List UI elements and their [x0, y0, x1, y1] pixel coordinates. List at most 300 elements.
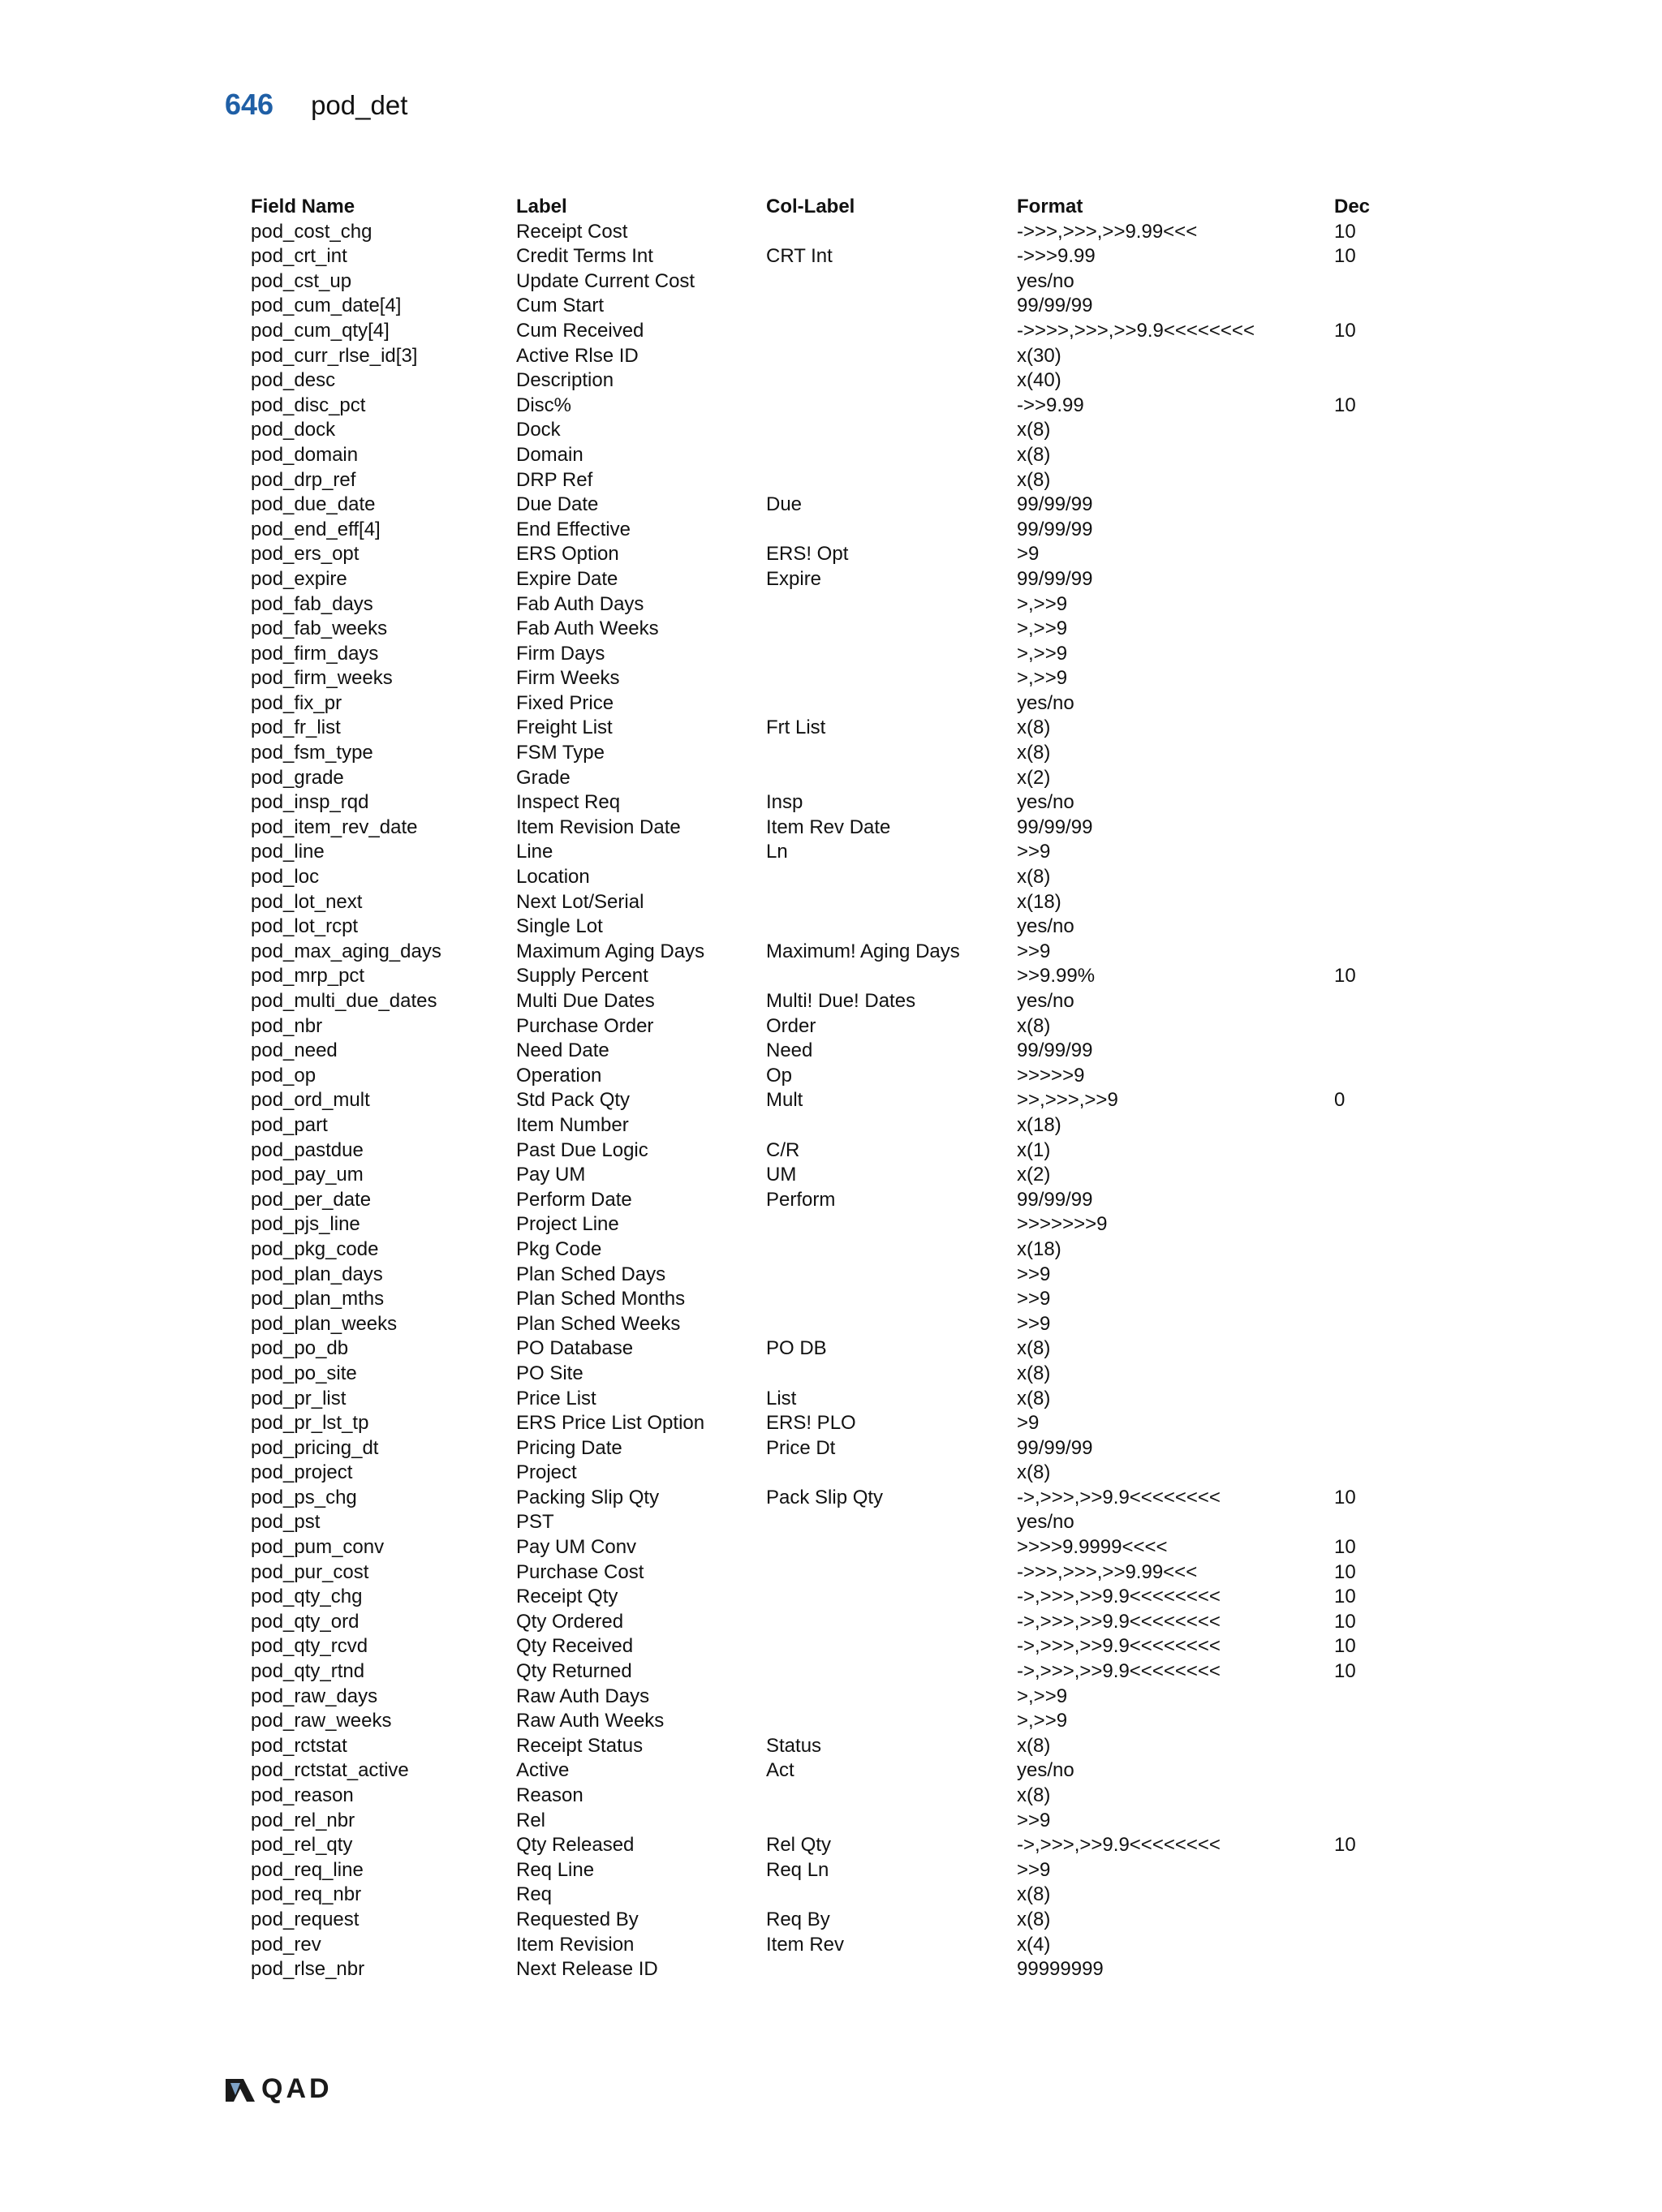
table-row — [251, 443, 1383, 468]
column-header-format: Format — [1017, 196, 1083, 217]
table-row — [251, 666, 1383, 691]
table-row — [251, 1535, 1383, 1560]
cell-dec — [1334, 418, 1383, 443]
cell-format: x(8) — [1017, 443, 1051, 466]
cell-field-name: pod_plan_days — [251, 1263, 383, 1285]
cell-field-name: pod_fab_days — [251, 592, 373, 615]
cell-label: PST — [516, 1511, 554, 1534]
table-row — [251, 1088, 1383, 1113]
cell-dec: 10 — [1334, 319, 1356, 342]
cell-label: Pkg Code — [516, 1237, 602, 1260]
cell-format: 99/99/99 — [1017, 493, 1093, 516]
cell-field-name: pod_drp_ref — [251, 468, 356, 491]
cell-field-name: pod_raw_weeks — [251, 1710, 392, 1732]
cell-col-label: Status — [766, 1734, 822, 1757]
cell-format: yes/no — [1017, 915, 1074, 938]
cell-format: 99/99/99 — [1017, 1188, 1093, 1211]
table-row — [251, 816, 1383, 841]
cell-dec — [1334, 1461, 1383, 1486]
cell-format: ->>>,>>>,>>9.99<<< — [1017, 220, 1198, 243]
cell-dec — [1334, 890, 1383, 915]
cell-label: Single Lot — [516, 915, 603, 938]
table-row — [251, 1510, 1383, 1535]
cell-field-name: pod_qty_rcvd — [251, 1635, 368, 1658]
cell-dec — [1334, 493, 1383, 518]
cell-dec — [1334, 1908, 1383, 1933]
cell-format: 99/99/99 — [1017, 816, 1093, 838]
cell-dec: 10 — [1334, 245, 1356, 268]
cell-label: Qty Returned — [516, 1660, 632, 1683]
cell-field-name: pod_insp_rqd — [251, 791, 369, 814]
cell-field-name: pod_pjs_line — [251, 1213, 360, 1236]
table-row — [251, 1758, 1383, 1784]
cell-col-label: Insp — [766, 791, 803, 814]
cell-format: >9 — [1017, 1412, 1040, 1435]
cell-col-label — [766, 394, 1017, 419]
cell-field-name: pod_pst — [251, 1511, 321, 1534]
cell-field-name: pod_grade — [251, 766, 344, 789]
cell-dec — [1334, 518, 1383, 543]
cell-dec — [1334, 1510, 1383, 1535]
table-row — [251, 1610, 1383, 1635]
cell-label: Raw Auth Weeks — [516, 1710, 665, 1732]
cell-dec — [1334, 1883, 1383, 1908]
cell-format: yes/no — [1017, 990, 1074, 1012]
cell-field-name: pod_qty_chg — [251, 1586, 363, 1608]
table-row — [251, 840, 1383, 865]
cell-field-name: pod_op — [251, 1064, 316, 1087]
cell-label: Supply Percent — [516, 965, 648, 988]
cell-dec — [1334, 617, 1383, 642]
cell-dec — [1334, 1064, 1383, 1089]
cell-col-label — [766, 1809, 1017, 1834]
cell-col-label — [766, 418, 1017, 443]
cell-dec — [1334, 1188, 1383, 1213]
cell-dec — [1334, 1758, 1383, 1784]
cell-format: x(1) — [1017, 1138, 1051, 1161]
cell-field-name: pod_part — [251, 1113, 328, 1136]
cell-format: x(8) — [1017, 1387, 1051, 1409]
cell-dec — [1334, 1436, 1383, 1461]
cell-field-name: pod_expire — [251, 567, 347, 590]
cell-col-label: Act — [766, 1759, 794, 1782]
cell-dec — [1334, 1362, 1383, 1387]
cell-label: Perform Date — [516, 1188, 632, 1211]
cell-dec — [1334, 1387, 1383, 1412]
cell-label: Fab Auth Days — [516, 592, 644, 615]
cell-label: Raw Auth Days — [516, 1685, 650, 1707]
cell-label: Firm Weeks — [516, 667, 620, 690]
cell-format: >,>>9 — [1017, 642, 1068, 665]
cell-col-label: Item Rev — [766, 1933, 845, 1956]
cell-dec — [1334, 1014, 1383, 1039]
table-row — [251, 269, 1383, 295]
cell-dec — [1334, 642, 1383, 667]
cell-label: Req — [516, 1883, 553, 1906]
cell-field-name: pod_max_aging_days — [251, 940, 441, 962]
cell-field-name: pod_fab_weeks — [251, 618, 388, 640]
cell-label: Qty Released — [516, 1834, 635, 1857]
cell-dec — [1334, 1336, 1383, 1362]
cell-dec — [1334, 294, 1383, 319]
cell-format: yes/no — [1017, 1511, 1074, 1534]
cell-field-name: pod_cost_chg — [251, 220, 372, 243]
cell-dec — [1334, 1685, 1383, 1710]
cell-label: ERS Option — [516, 543, 619, 566]
cell-label: Active — [516, 1759, 570, 1782]
cell-dec — [1334, 766, 1383, 791]
cell-field-name: pod_cum_qty[4] — [251, 319, 390, 342]
cell-label: Project Line — [516, 1213, 619, 1236]
cell-dec — [1334, 468, 1383, 493]
cell-label: Req Line — [516, 1858, 595, 1881]
table-row — [251, 1113, 1383, 1138]
cell-col-label — [766, 642, 1017, 667]
table-row — [251, 1387, 1383, 1412]
cell-label: Maximum Aging Days — [516, 940, 705, 962]
cell-label: Inspect Req — [516, 791, 621, 814]
table-row — [251, 1138, 1383, 1164]
cell-format: 99/99/99 — [1017, 1039, 1093, 1062]
cell-field-name: pod_need — [251, 1039, 338, 1062]
cell-field-name: pod_pricing_dt — [251, 1436, 379, 1459]
table-row — [251, 989, 1383, 1014]
cell-format: >>>>9.9999<<<< — [1017, 1536, 1168, 1559]
cell-dec — [1334, 691, 1383, 717]
cell-label: Need Date — [516, 1039, 609, 1062]
cell-field-name: pod_rel_nbr — [251, 1809, 355, 1831]
cell-dec: 10 — [1334, 1635, 1356, 1658]
cell-col-label — [766, 1212, 1017, 1237]
cell-label: Due Date — [516, 493, 599, 516]
cell-field-name: pod_multi_due_dates — [251, 990, 437, 1012]
cell-label: Std Pack Qty — [516, 1089, 631, 1112]
cell-field-name: pod_pastdue — [251, 1138, 364, 1161]
table-row — [251, 1634, 1383, 1659]
table-row — [251, 1436, 1383, 1461]
cell-field-name: pod_project — [251, 1461, 353, 1484]
cell-col-label — [766, 766, 1017, 791]
qad-logo-icon — [224, 2076, 256, 2103]
cell-label: Cum Start — [516, 295, 605, 317]
cell-field-name: pod_ord_mult — [251, 1089, 370, 1112]
cell-dec — [1334, 666, 1383, 691]
cell-format: 99/99/99 — [1017, 295, 1093, 317]
cell-field-name: pod_cum_date[4] — [251, 295, 402, 317]
cell-field-name: pod_pr_lst_tp — [251, 1412, 369, 1435]
table-row — [251, 890, 1383, 915]
cell-col-label: Order — [766, 1014, 816, 1037]
cell-label: Pay UM — [516, 1164, 586, 1186]
cell-field-name: pod_fr_list — [251, 717, 341, 739]
cell-col-label: Req Ln — [766, 1858, 829, 1881]
cell-field-name: pod_pr_list — [251, 1387, 347, 1409]
cell-label: Fab Auth Weeks — [516, 618, 659, 640]
cell-dec: 10 — [1334, 1560, 1356, 1583]
cell-col-label — [766, 890, 1017, 915]
cell-label: Update Current Cost — [516, 269, 695, 292]
cell-dec — [1334, 269, 1383, 295]
cell-label: Cum Received — [516, 319, 644, 342]
cell-field-name: pod_plan_weeks — [251, 1312, 398, 1335]
cell-field-name: pod_pur_cost — [251, 1560, 369, 1583]
table-row — [251, 1685, 1383, 1710]
cell-col-label: Rel Qty — [766, 1834, 832, 1857]
table-row — [251, 1883, 1383, 1908]
table-row — [251, 1709, 1383, 1734]
cell-field-name: pod_plan_mths — [251, 1288, 385, 1310]
cell-label: Location — [516, 866, 590, 889]
table-row — [251, 1312, 1383, 1337]
cell-format: ->>>>,>>>,>>9.9<<<<<<<< — [1017, 319, 1255, 342]
cell-col-label — [766, 1535, 1017, 1560]
cell-dec — [1334, 989, 1383, 1014]
table-row — [251, 790, 1383, 816]
cell-dec — [1334, 1113, 1383, 1138]
cell-col-label — [766, 1659, 1017, 1685]
cell-col-label: List — [766, 1387, 797, 1409]
field-table — [251, 195, 1383, 1982]
cell-format: ->>>,>>>,>>9.99<<< — [1017, 1560, 1198, 1583]
cell-field-name: pod_rev — [251, 1933, 321, 1956]
table-row — [251, 1237, 1383, 1263]
cell-dec: 10 — [1334, 1486, 1356, 1508]
cell-field-name: pod_lot_next — [251, 890, 363, 913]
cell-label: Qty Received — [516, 1635, 634, 1658]
cell-label: Receipt Qty — [516, 1586, 618, 1608]
table-row — [251, 1188, 1383, 1213]
table-row — [251, 1933, 1383, 1958]
table-header-row — [251, 195, 1383, 220]
table-row — [251, 493, 1383, 518]
cell-dec: 10 — [1334, 1834, 1356, 1857]
cell-label: Description — [516, 369, 614, 392]
table-row — [251, 1336, 1383, 1362]
cell-label: Line — [516, 841, 553, 863]
table-row — [251, 617, 1383, 642]
cell-label: Project — [516, 1461, 577, 1484]
cell-col-label: ERS! Opt — [766, 543, 849, 566]
table-row — [251, 1287, 1383, 1312]
cell-dec — [1334, 1957, 1383, 1982]
cell-label: Disc% — [516, 394, 572, 416]
cell-col-label — [766, 1634, 1017, 1659]
cell-col-label: ERS! PLO — [766, 1412, 856, 1435]
cell-col-label — [766, 1113, 1017, 1138]
cell-dec: 10 — [1334, 220, 1356, 243]
cell-field-name: pod_qty_ord — [251, 1610, 360, 1633]
cell-dec — [1334, 1212, 1383, 1237]
cell-format: x(18) — [1017, 1237, 1061, 1260]
cell-field-name: pod_ps_chg — [251, 1486, 357, 1508]
cell-label: End Effective — [516, 518, 631, 540]
cell-field-name: pod_rlse_nbr — [251, 1958, 365, 1981]
cell-dec — [1334, 716, 1383, 741]
cell-dec — [1334, 940, 1383, 965]
table-row — [251, 418, 1383, 443]
cell-col-label — [766, 1510, 1017, 1535]
cell-col-label — [766, 220, 1017, 245]
cell-dec — [1334, 344, 1383, 369]
cell-dec — [1334, 1809, 1383, 1834]
cell-field-name: pod_end_eff[4] — [251, 518, 381, 540]
cell-dec — [1334, 1933, 1383, 1958]
cell-field-name: pod_pum_conv — [251, 1536, 385, 1559]
cell-col-label: Due — [766, 493, 803, 516]
cell-col-label — [766, 518, 1017, 543]
column-header-label: Label — [516, 196, 567, 217]
cell-format: x(18) — [1017, 890, 1061, 913]
table-row — [251, 294, 1383, 319]
cell-format: ->,>>>,>>9.9<<<<<<<< — [1017, 1586, 1221, 1608]
cell-field-name: pod_rctstat — [251, 1734, 347, 1757]
cell-dec — [1334, 840, 1383, 865]
cell-dec — [1334, 1858, 1383, 1883]
cell-dec — [1334, 914, 1383, 940]
cell-col-label — [766, 1461, 1017, 1486]
table-row — [251, 766, 1383, 791]
cell-field-name: pod_fsm_type — [251, 742, 373, 764]
cell-dec — [1334, 567, 1383, 592]
cell-format: >>>>>9 — [1017, 1064, 1085, 1087]
table-row — [251, 1362, 1383, 1387]
cell-format: >9 — [1017, 543, 1040, 566]
cell-field-name: pod_po_site — [251, 1362, 357, 1384]
cell-label: Grade — [516, 766, 571, 789]
cell-format: x(4) — [1017, 1933, 1051, 1956]
cell-col-label — [766, 344, 1017, 369]
qad-logo — [224, 2073, 333, 2105]
table-row — [251, 1784, 1383, 1809]
cell-format: x(8) — [1017, 866, 1051, 889]
cell-label: Qty Ordered — [516, 1610, 624, 1633]
cell-format: yes/no — [1017, 1759, 1074, 1782]
column-header-col-label: Col-Label — [766, 196, 855, 217]
table-row — [251, 1014, 1383, 1039]
cell-label: Domain — [516, 443, 583, 466]
cell-field-name: pod_dock — [251, 419, 336, 441]
cell-col-label — [766, 319, 1017, 344]
table-row — [251, 244, 1383, 269]
cell-dec: 10 — [1334, 1536, 1356, 1559]
cell-field-name: pod_ers_opt — [251, 543, 360, 566]
cell-label: Fixed Price — [516, 691, 614, 714]
cell-format: >>9 — [1017, 1858, 1051, 1881]
cell-field-name: pod_line — [251, 841, 325, 863]
table-row — [251, 220, 1383, 245]
table-row — [251, 344, 1383, 369]
cell-label: Plan Sched Days — [516, 1263, 666, 1285]
cell-label: Expire Date — [516, 567, 618, 590]
cell-dec — [1334, 1312, 1383, 1337]
cell-dec: 10 — [1334, 1610, 1356, 1633]
cell-field-name: pod_item_rev_date — [251, 816, 418, 838]
cell-col-label — [766, 1237, 1017, 1263]
cell-format: >>9 — [1017, 940, 1051, 962]
cell-field-name: pod_req_line — [251, 1858, 364, 1881]
table-row — [251, 394, 1383, 419]
cell-format: 99999999 — [1017, 1958, 1104, 1981]
cell-format: x(2) — [1017, 766, 1051, 789]
table-row — [251, 1858, 1383, 1883]
cell-format: 99/99/99 — [1017, 518, 1093, 540]
cell-format: ->,>>>,>>9.9<<<<<<<< — [1017, 1610, 1221, 1633]
cell-col-label — [766, 368, 1017, 394]
cell-label: Pricing Date — [516, 1436, 622, 1459]
cell-field-name: pod_desc — [251, 369, 336, 392]
cell-col-label: Frt List — [766, 717, 826, 739]
cell-col-label — [766, 865, 1017, 890]
cell-dec — [1334, 443, 1383, 468]
cell-dec — [1334, 1287, 1383, 1312]
cell-col-label — [766, 1957, 1017, 1982]
cell-col-label — [766, 468, 1017, 493]
table-row — [251, 567, 1383, 592]
table-row — [251, 1585, 1383, 1610]
cell-dec — [1334, 1263, 1383, 1288]
table-row — [251, 368, 1383, 394]
cell-label: Purchase Order — [516, 1014, 654, 1037]
cell-format: 99/99/99 — [1017, 567, 1093, 590]
cell-format: x(8) — [1017, 1337, 1051, 1360]
cell-field-name: pod_rel_qty — [251, 1834, 353, 1857]
cell-field-name: pod_nbr — [251, 1014, 323, 1037]
column-header-field-name: Field Name — [251, 196, 355, 217]
table-body — [251, 220, 1383, 1982]
cell-label: Next Release ID — [516, 1958, 658, 1981]
cell-label: Receipt Cost — [516, 220, 628, 243]
table-row — [251, 542, 1383, 567]
cell-format: ->,>>>,>>9.9<<<<<<<< — [1017, 1635, 1221, 1658]
cell-format: x(8) — [1017, 717, 1051, 739]
cell-label: PO Site — [516, 1362, 583, 1384]
table-row — [251, 1064, 1383, 1089]
cell-label: Credit Terms Int — [516, 245, 653, 268]
table-row — [251, 1957, 1383, 1982]
cell-label: Plan Sched Weeks — [516, 1312, 681, 1335]
table-row — [251, 1560, 1383, 1586]
cell-format: >,>>9 — [1017, 618, 1068, 640]
cell-col-label — [766, 691, 1017, 717]
cell-label: Past Due Logic — [516, 1138, 648, 1161]
cell-dec — [1334, 1138, 1383, 1164]
cell-col-label: C/R — [766, 1138, 800, 1161]
cell-format: yes/no — [1017, 691, 1074, 714]
cell-label: Pay UM Conv — [516, 1536, 637, 1559]
cell-col-label — [766, 1784, 1017, 1809]
cell-format: yes/no — [1017, 791, 1074, 814]
column-header-dec: Dec — [1334, 196, 1371, 217]
cell-format: x(8) — [1017, 1014, 1051, 1037]
cell-col-label — [766, 1560, 1017, 1586]
cell-col-label — [766, 592, 1017, 618]
page-title: pod_det — [311, 90, 408, 120]
cell-field-name: pod_firm_days — [251, 642, 379, 665]
cell-field-name: pod_mrp_pct — [251, 965, 365, 988]
cell-field-name: pod_curr_rlse_id[3] — [251, 344, 418, 367]
cell-label: Reason — [516, 1784, 583, 1806]
table-row — [251, 1833, 1383, 1858]
cell-format: x(8) — [1017, 742, 1051, 764]
cell-format: x(8) — [1017, 468, 1051, 491]
cell-format: x(8) — [1017, 1883, 1051, 1906]
cell-format: >>9 — [1017, 1809, 1051, 1831]
cell-field-name: pod_po_db — [251, 1337, 349, 1360]
cell-format: >,>>9 — [1017, 1685, 1068, 1707]
cell-col-label — [766, 1263, 1017, 1288]
cell-col-label: Op — [766, 1064, 793, 1087]
table-row — [251, 518, 1383, 543]
